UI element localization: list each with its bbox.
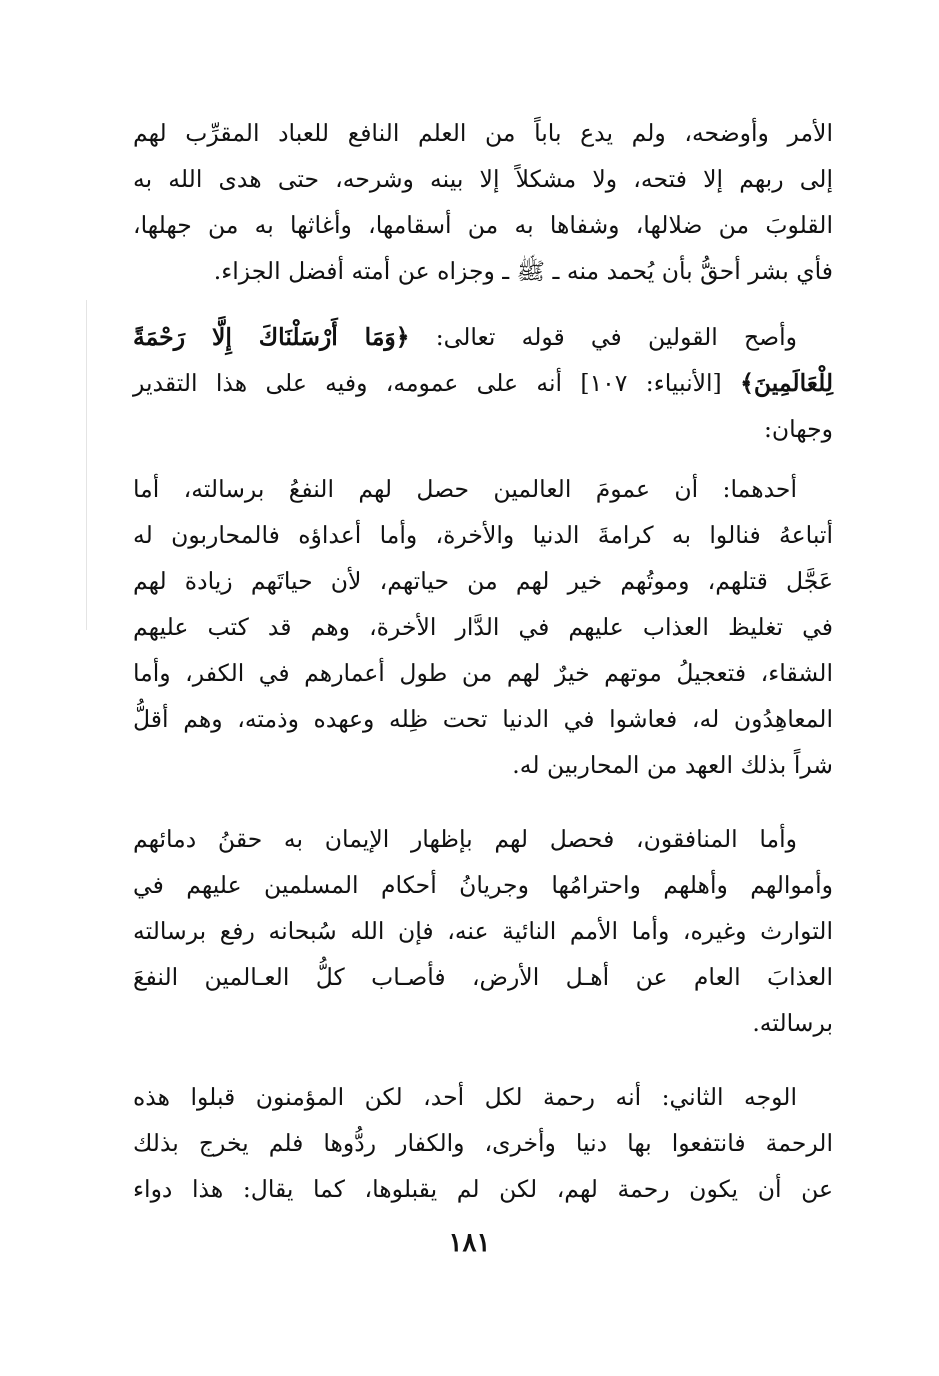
text-segment: وأصح القولين في قوله تعالى: (409, 323, 797, 351)
paragraph-3 (133, 466, 833, 788)
quran-verse: لِلْعَالَمِينَ﴾ (740, 369, 834, 397)
text-line: وأما المنافقون، فحصل لهم بإظهار الإيمان به حقنُ دمائهم (133, 825, 797, 853)
verse-citation: [الأنبياء: ١٠٧] أنه على عمومه، وفيه على هذا التقدير (133, 369, 741, 397)
text-line: الأمر وأوضحه، ولم يدع باباً من العلم النافع للعباد المقرِّب لهم (133, 119, 833, 147)
page-number: ١٨١ (448, 1228, 491, 1258)
paragraph-4 (133, 816, 833, 1046)
text-line (133, 360, 833, 406)
text-line: الشقاء، فتعجيلُ موتهم خيرٌ لهم من طول أعمارهم في الكفر، وأما (133, 659, 833, 687)
page-gutter-shadow (86, 300, 87, 630)
text-line: العذابَ العام عن أهـل الأرض، فأصـاب كلُّ العـالمين النفعَ (133, 963, 833, 991)
text-line: وأموالهم وأهلهم واحترامُها وجريانُ أحكام المسلمين عليهم في (133, 871, 833, 899)
text-line: القلوبَ من ضلالها، وشفاها به من أسقامها، وأغاثها به من جهلها، (133, 211, 833, 239)
text-line: التوارث وغيره، وأما الأمم النائية عنه، فإن الله سُبحانه رفع برسالته (133, 917, 833, 945)
paragraph-2 (133, 314, 833, 452)
text-line: المعاهِدُون له، فعاشوا في الدنيا تحت ظِله وعهده وذمته، وهم أقلُّ (133, 705, 833, 733)
text-line: عن أن يكون رحمة لهم، لكن لم يقبلوها، كما يقال: هذا دواء (133, 1175, 833, 1203)
text-line: في تغليظ العذاب عليهم في الدَّار الأخرة، وهم قد كتب عليهم (133, 613, 833, 641)
paragraph-5 (133, 1074, 833, 1212)
text-line: فأي بشر أحقُّ بأن يُحمد منه ـ ﷺ ـ وجزاه عن أمته أفضل الجزاء. (213, 257, 833, 285)
text-line: الرحمة فانتفعوا بها دنيا وأخرى، والكفار ردُّوها فلم يخرج بذلك (133, 1129, 833, 1157)
quran-verse: ﴿وَمَا أَرْسَلْنَاكَ إِلَّا رَحْمَةً (133, 323, 410, 351)
text-line: برسالته. (752, 1009, 833, 1037)
text-line: إلى ربهم إلا فتحه، ولا مشكلاً إلا بينه وشرحه، حتى هدى الله به (133, 165, 833, 193)
text-line: الوجه الثاني: أنه رحمة لكل أحد، لكن المؤمنون قبلوا هذه (133, 1083, 797, 1111)
text-line: أتباعهُ فنالوا به كرامةَ الدنيا والأخرة، وأما أعداؤه فالمحاربون له (133, 521, 833, 549)
text-line: أحدهما: أن عمومَ العالمين حصل لهم النفعُ برسالته، أما (133, 475, 797, 503)
text-line (133, 314, 833, 360)
paragraph-1 (133, 110, 833, 294)
text-line: شراً بذلك العهد من المحاربين له. (512, 751, 833, 779)
text-line: عَجَّل قتلهم، وموتُهم خير لهم من حياتهم، لأن حياتَهم زيادة لهم (133, 567, 833, 595)
text-line: وجهان: (763, 415, 833, 443)
